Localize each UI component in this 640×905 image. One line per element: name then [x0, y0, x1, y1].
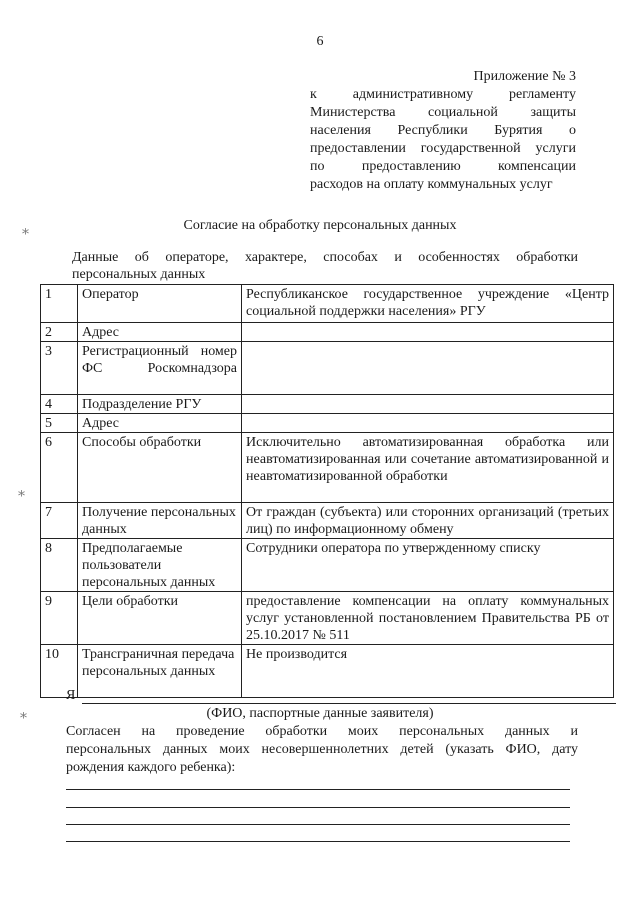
row-number: 4 [41, 395, 78, 414]
row-number: 6 [41, 433, 78, 503]
intro-line: Данные об операторе, характере, способах и особенностях обработки [72, 250, 578, 265]
row-number: 9 [41, 592, 78, 645]
row-value [242, 323, 614, 342]
row-value [242, 342, 614, 395]
row-value: Исключительно автоматизированная обработка или неавтоматизированная или сочетание автоматизированной и неавтоматизированной обработки [242, 433, 614, 503]
applicant-blank[interactable] [82, 703, 616, 704]
appendix-line: к административному регламенту [310, 87, 576, 102]
appendix-line: предоставлении государственной услуги [310, 141, 576, 156]
intro-text [72, 249, 578, 283]
row-value: Сотрудники оператора по утвержденному списку [242, 539, 614, 592]
row-name: Цели обработки [78, 592, 242, 645]
row-number: 7 [41, 503, 78, 539]
intro-line: персональных данных [72, 267, 206, 282]
row-number: 2 [41, 323, 78, 342]
row-value [242, 414, 614, 433]
consent-line: персональных данных моих несовершеннолетних детей (указать ФИО, дату [66, 742, 578, 757]
row-number: 8 [41, 539, 78, 592]
row-name: Способы обработки [78, 433, 242, 503]
row-number: 5 [41, 414, 78, 433]
row-name: Трансграничная передача персональных данных [78, 645, 242, 698]
row-number: 10 [41, 645, 78, 698]
row-name: Оператор [78, 285, 242, 323]
applicant-line [66, 688, 616, 704]
row-value: От граждан (субъекта) или сторонних организаций (третьих лиц) по информационному обмену [242, 503, 614, 539]
row-number: 3 [41, 342, 78, 395]
appendix-line: по предоставлению компенсации [310, 159, 576, 174]
table-row [41, 414, 614, 433]
table-row [41, 395, 614, 414]
consent-text [66, 723, 578, 777]
row-number: 1 [41, 285, 78, 323]
appendix-line: Министерства социальной защиты [310, 105, 576, 120]
row-value: предоставление компенсации на оплату коммунальных услуг установленной постановлением Правительства РБ от 25.10.2017 № 511 [242, 592, 614, 645]
margin-mark: ⁎ [20, 707, 27, 722]
row-name: Адрес [78, 323, 242, 342]
blank-line[interactable] [66, 807, 570, 808]
applicant-label: Я [66, 688, 76, 703]
operator-info-table [40, 284, 614, 698]
table-row [41, 433, 614, 503]
blank-line[interactable] [66, 789, 570, 790]
fio-caption: (ФИО, паспортные данные заявителя) [206, 706, 434, 721]
document-title: Согласие на обработку персональных данных [183, 218, 457, 233]
table-row [41, 503, 614, 539]
margin-mark: ⁎ [22, 223, 29, 238]
blank-line[interactable] [66, 824, 570, 825]
table-row [41, 342, 614, 395]
consent-line: Согласен на проведение обработки моих персональных данных и [66, 724, 578, 739]
table-row [41, 592, 614, 645]
appendix-header [310, 68, 576, 194]
row-value [242, 395, 614, 414]
table-row [41, 285, 614, 323]
page-number: 6 [316, 34, 324, 49]
blank-line[interactable] [66, 841, 570, 842]
table-row [41, 539, 614, 592]
appendix-line: расходов на оплату коммунальных услуг [310, 177, 553, 192]
row-name: Предполагаемые пользователи персональных данных [78, 539, 242, 592]
appendix-line: населения Республики Бурятия о [310, 123, 576, 138]
consent-line: рождения каждого ребенка): [66, 760, 236, 775]
row-name: Получение персональных данных [78, 503, 242, 539]
row-name: Подразделение РГУ [78, 395, 242, 414]
row-name: Регистрационный номер ФС Роскомнадзора [78, 342, 242, 395]
row-value: Не производится [242, 645, 614, 698]
row-name: Адрес [78, 414, 242, 433]
margin-mark: ⁎ [18, 485, 25, 500]
appendix-title: Приложение № 3 [473, 69, 576, 84]
table-row [41, 323, 614, 342]
row-value: Республиканское государственное учреждение «Центр социальной поддержки населения» РГУ [242, 285, 614, 323]
